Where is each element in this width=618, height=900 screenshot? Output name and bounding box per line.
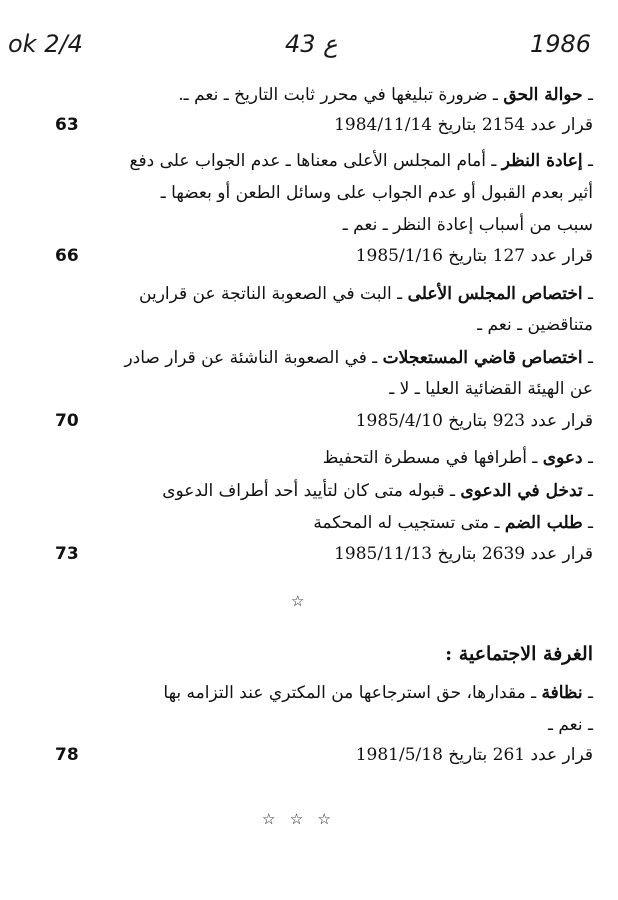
handwritten-note-left: ok 2/4: [8, 30, 83, 58]
triple-star-separator-icon: ☆ ☆ ☆: [262, 810, 331, 828]
decision-ref-text: قرار عدد 127 بتاريخ 1985/1/16: [355, 246, 593, 266]
entry-text: ـ في الصعوبة الناشئة عن قرار صادر: [124, 348, 383, 368]
entry-line: [80, 213, 593, 237]
entry-text: ـ أمام المجلس الأعلى معناها ـ عدم الجواب على دفع: [129, 151, 502, 171]
entry-line: ـ اختصاص المجلس الأعلى ـ البت في الصعوبة الناتجة عن قرارين: [139, 284, 593, 304]
page-number: 66: [55, 246, 79, 266]
entry-text: ـ البت في الصعوبة الناتجة عن قرارين: [139, 284, 408, 304]
entry-text: ـ قبوله متى كان لتأييد أحد أطراف الدعوى: [162, 481, 461, 501]
entry-text: متناقضين ـ نعم ـ: [477, 315, 593, 335]
decision-ref-text: قرار عدد 2154 بتاريخ 1984/11/14: [334, 115, 593, 135]
star-separator-icon: ☆: [291, 592, 305, 610]
entry-line: ـ حوالة الحق ـ ضرورة تبليغها في محرر ثابت التاريخ ـ نعم ـ.: [178, 85, 593, 105]
entry-line: ـ إعادة النظر ـ أمام المجلس الأعلى معناها ـ عدم الجواب على دفع: [129, 151, 593, 171]
entry-keyword: تدخل في الدعوى: [460, 481, 583, 501]
entry-line: [80, 313, 593, 337]
page-number: 73: [55, 544, 79, 564]
entry-line: [80, 377, 593, 401]
entry-keyword: دعوى: [542, 448, 583, 468]
entry-keyword: طلب الضم: [504, 513, 583, 533]
handwritten-note-page: ع 43: [285, 30, 338, 58]
decision-reference: [95, 743, 593, 767]
entry-text: عن الهيئة القضائية العليا ـ لا ـ: [389, 379, 593, 399]
entry-keyword: اختصاص قاضي المستعجلات: [382, 348, 583, 368]
page-number: 63: [55, 115, 79, 135]
entry-text: أثير بعدم القبول أو عدم الجواب على وسائل الطعن أو بعضها ـ: [160, 183, 593, 203]
decision-reference: [95, 113, 593, 137]
entry-keyword: إعادة النظر: [501, 151, 583, 171]
page-number: 78: [55, 745, 79, 765]
decision-reference: [95, 244, 593, 268]
entry-text: ـ نعم ـ: [547, 715, 593, 735]
entry-text: ـ متى تستجيب له المحكمة: [313, 513, 505, 533]
entry-text: ـ ضرورة تبليغها في محرر ثابت التاريخ ـ نعم ـ.: [178, 85, 504, 105]
section-title: الغرفة الاجتماعية :: [445, 643, 593, 665]
entry-line: [80, 713, 593, 737]
entry-text: سبب من أسباب إعادة النظر ـ نعم ـ: [342, 215, 593, 235]
decision-ref-text: قرار عدد 261 بتاريخ 1981/5/18: [355, 745, 593, 765]
entry-keyword: اختصاص المجلس الأعلى: [407, 284, 583, 304]
entry-line: [80, 181, 593, 205]
page-number: 70: [55, 411, 79, 431]
entry-line: ـ اختصاص قاضي المستعجلات ـ في الصعوبة الناشئة عن قرار صادر: [124, 348, 593, 368]
entry-keyword: نظافة: [541, 683, 583, 703]
decision-reference: [95, 409, 593, 433]
decision-ref-text: قرار عدد 2639 بتاريخ 1985/11/13: [334, 544, 593, 564]
decision-ref-text: قرار عدد 923 بتاريخ 1985/4/10: [355, 411, 593, 431]
entry-keyword: حوالة الحق: [503, 85, 583, 105]
handwritten-note-year: 1986: [530, 30, 592, 58]
entry-text: ـ مقدارها، حق استرجاعها من المكتري عند التزامه بها: [163, 683, 542, 703]
entry-line: ـ طلب الضم ـ متى تستجيب له المحكمة: [313, 513, 593, 533]
entry-text: ـ أطرافها في مسطرة التحفيظ: [322, 448, 543, 468]
decision-reference: [95, 542, 593, 566]
entry-line: ـ نظافة ـ مقدارها، حق استرجاعها من المكتري عند التزامه بها: [163, 683, 593, 703]
entry-line: ـ تدخل في الدعوى ـ قبوله متى كان لتأييد أحد أطراف الدعوى: [162, 481, 593, 501]
entry-line: ـ دعوى ـ أطرافها في مسطرة التحفيظ: [322, 448, 593, 468]
